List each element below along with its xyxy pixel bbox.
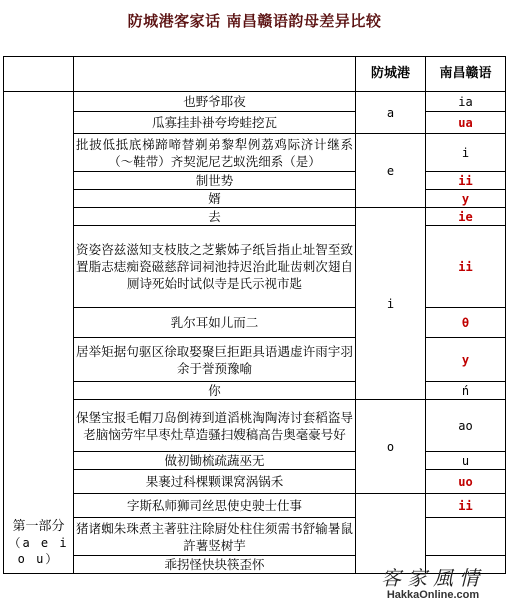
nc-final: ie — [426, 208, 506, 226]
section-cell — [4, 92, 74, 574]
table-row — [4, 226, 506, 308]
table-row — [4, 556, 506, 574]
table-row — [4, 134, 506, 172]
comparison-table — [3, 56, 506, 574]
chars-cell: 果裹过科棵颗课窝涡锅禾 — [74, 470, 356, 494]
table-row — [4, 172, 506, 190]
chars-cell: 乳尔耳如儿而二 — [74, 308, 356, 338]
table-row — [4, 92, 506, 112]
nc-final: ao — [426, 400, 506, 452]
fcg-final-o: o — [356, 400, 426, 494]
nc-final: ń — [426, 382, 506, 400]
table-row — [4, 452, 506, 470]
chars-cell: 做初锄梳疏蔬巫无 — [74, 452, 356, 470]
table-row — [4, 208, 506, 226]
table-row — [4, 518, 506, 556]
fcg-final-a: a — [356, 92, 426, 134]
header-row — [4, 57, 506, 92]
table-row — [4, 112, 506, 134]
chars-cell: 你 — [74, 382, 356, 400]
chars-cell: 资姿咨兹滋知支枝肢之芝紫姊子纸旨指止址智至致置脂志痣痴瓷磁慈辞词祠池持迟治此耻齿刺次翅自厕诗死始时试似寺是氏示视市匙 — [74, 226, 356, 308]
fcg-final-e: e — [356, 134, 426, 208]
nc-final — [426, 556, 506, 574]
nc-final — [426, 518, 506, 556]
chars-cell: 保堡宝报毛帽刀岛倒祷到道滔桃淘陶涛讨套稻盗导老脑恼劳牢早枣灶草造骚扫嫂稿高告奥毫豪号好 — [74, 400, 356, 452]
fcg-final-blank — [356, 494, 426, 574]
table-row — [4, 308, 506, 338]
nc-final: y — [426, 338, 506, 382]
page-title: 防城港客家话 南昌赣语韵母差异比较 — [127, 12, 382, 30]
table-row — [4, 470, 506, 494]
nc-final: uo — [426, 470, 506, 494]
header-blank-1 — [4, 57, 74, 92]
nc-final: ii — [426, 226, 506, 308]
header-nanchang-gan: 南昌赣语 — [426, 57, 506, 92]
chars-cell: 瓜寡挂卦褂夸垮蛙挖瓦 — [74, 112, 356, 134]
section-phonemes: （a e i o u） — [8, 536, 69, 566]
chars-cell: 居举矩据句驱区徐取娶聚巨拒距具语遇虚许雨宇羽余于誉预豫喻 — [74, 338, 356, 382]
header-blank-2 — [74, 57, 356, 92]
chars-cell: 乖拐怪快块筷歪怀 — [74, 556, 356, 574]
nc-final: ii — [426, 172, 506, 190]
chars-cell: 去 — [74, 208, 356, 226]
nc-final: ua — [426, 112, 506, 134]
table-row — [4, 382, 506, 400]
table-row — [4, 494, 506, 518]
chars-cell: 婿 — [74, 190, 356, 208]
table-row — [4, 338, 506, 382]
chars-cell: 字斯私师狮司丝思使史驶士仕事 — [74, 494, 356, 518]
nc-final: i — [426, 134, 506, 172]
nc-final: ii — [426, 494, 506, 518]
chars-cell: 也野爷耶夜 — [74, 92, 356, 112]
header-fangchenggang: 防城港 — [356, 57, 426, 92]
chars-cell: 批披低抵底梯蹄啼替剃弟黎犁例荔鸡际济计继系（～鞋带）齐契泥尼艺蚁洗细系（是） — [74, 134, 356, 172]
nc-final: y — [426, 190, 506, 208]
table-row — [4, 190, 506, 208]
fcg-final-i: i — [356, 208, 426, 400]
watermark-url: HakkaOnline.com — [386, 589, 480, 601]
nc-final: θ — [426, 308, 506, 338]
nc-final: u — [426, 452, 506, 470]
nc-final: ia — [426, 92, 506, 112]
chars-cell: 猪诸蜘朱珠煮主著驻注除厨处柱住须需书舒输暑鼠許薯竖树芋 — [74, 518, 356, 556]
watermark-title: 客家風情 — [381, 566, 485, 590]
table-row — [4, 400, 506, 452]
chars-cell: 制世势 — [74, 172, 356, 190]
section-label: 第一部分 — [12, 519, 65, 534]
